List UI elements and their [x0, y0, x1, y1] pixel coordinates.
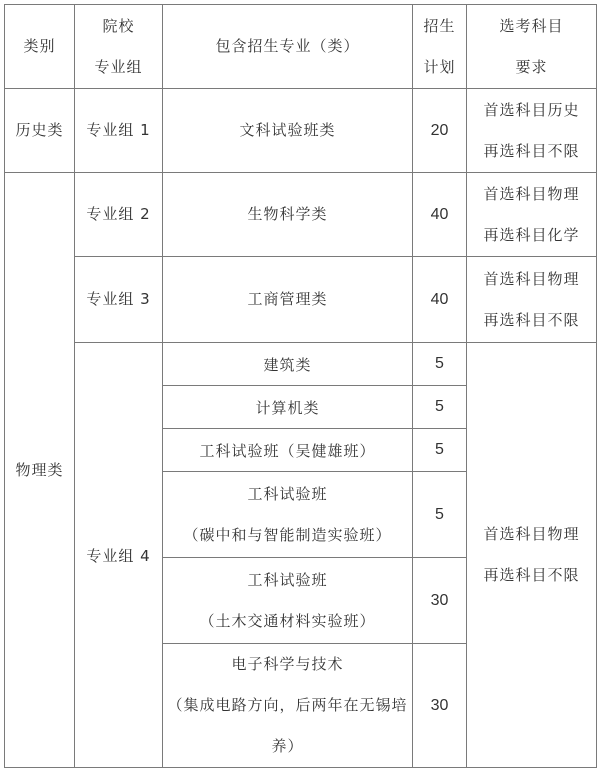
major-cell — [163, 644, 413, 768]
requirement-cell — [467, 257, 597, 343]
requirement-line1: 首选科目历史 — [483, 100, 580, 119]
header-subjects-line1: 选考科目 — [499, 16, 564, 35]
header-group-line1: 院校 — [102, 16, 135, 35]
major-cell: 工商管理类 — [163, 257, 413, 343]
plan-cell: 5 — [413, 472, 467, 558]
header-row — [5, 5, 597, 89]
header-subjects — [467, 5, 597, 89]
major-cell: 文科试验班类 — [163, 89, 413, 173]
group-2: 专业组 2 — [75, 173, 163, 257]
header-subjects-line2: 要求 — [515, 57, 548, 76]
plan-cell: 40 — [413, 257, 467, 343]
header-group — [75, 5, 163, 89]
requirement-cell — [467, 89, 597, 173]
category-history: 历史类 — [5, 89, 75, 173]
header-majors: 包含招生专业（类） — [163, 5, 413, 89]
major-cell — [163, 472, 413, 558]
category-physics: 物理类 — [5, 173, 75, 768]
requirement-line2: 再选科目不限 — [483, 310, 580, 329]
plan-cell: 5 — [413, 386, 467, 429]
requirement-line2: 再选科目不限 — [483, 141, 580, 160]
table-row-history — [5, 89, 597, 173]
plan-cell: 30 — [413, 558, 467, 644]
plan-cell: 5 — [413, 343, 467, 386]
group-3: 专业组 3 — [75, 257, 163, 343]
group-4: 专业组 4 — [75, 343, 163, 768]
header-group-line2: 专业组 — [94, 57, 143, 76]
requirement-line1: 首选科目物理 — [483, 525, 580, 543]
major-line2: （集成电路方向，后两年在无锡培 — [167, 696, 408, 714]
major-line2: （土木交通材料实验班） — [199, 611, 376, 630]
major-cell: 计算机类 — [163, 386, 413, 429]
plan-cell: 30 — [413, 644, 467, 768]
header-plan-line2: 计划 — [423, 57, 456, 76]
major-cell: 工科试验班（吴健雄班） — [163, 429, 413, 472]
admission-plan-table — [4, 4, 597, 768]
table-row-group-2 — [5, 173, 597, 257]
header-category: 类别 — [5, 5, 75, 89]
requirement-cell — [467, 173, 597, 257]
major-line3: 养） — [271, 737, 304, 755]
table-row-group-3 — [5, 257, 597, 343]
group-1: 专业组 1 — [75, 89, 163, 173]
major-cell — [163, 558, 413, 644]
major-line1: 电子科学与技术 — [231, 655, 344, 673]
requirement-line2: 再选科目化学 — [483, 225, 580, 244]
table-row-group-4 — [5, 343, 597, 386]
requirement-cell — [467, 343, 597, 768]
major-line2: （碳中和与智能制造实验班） — [183, 525, 392, 544]
plan-cell: 40 — [413, 173, 467, 257]
requirement-line2: 再选科目不限 — [483, 566, 580, 584]
requirement-line1: 首选科目物理 — [483, 184, 580, 203]
plan-cell: 5 — [413, 429, 467, 472]
major-line1: 工科试验班 — [247, 484, 328, 503]
header-plan-line1: 招生 — [423, 16, 456, 35]
plan-cell: 20 — [413, 89, 467, 173]
major-cell: 生物科学类 — [163, 173, 413, 257]
major-cell: 建筑类 — [163, 343, 413, 386]
header-plan — [413, 5, 467, 89]
major-line1: 工科试验班 — [247, 570, 328, 589]
requirement-line1: 首选科目物理 — [483, 269, 580, 288]
